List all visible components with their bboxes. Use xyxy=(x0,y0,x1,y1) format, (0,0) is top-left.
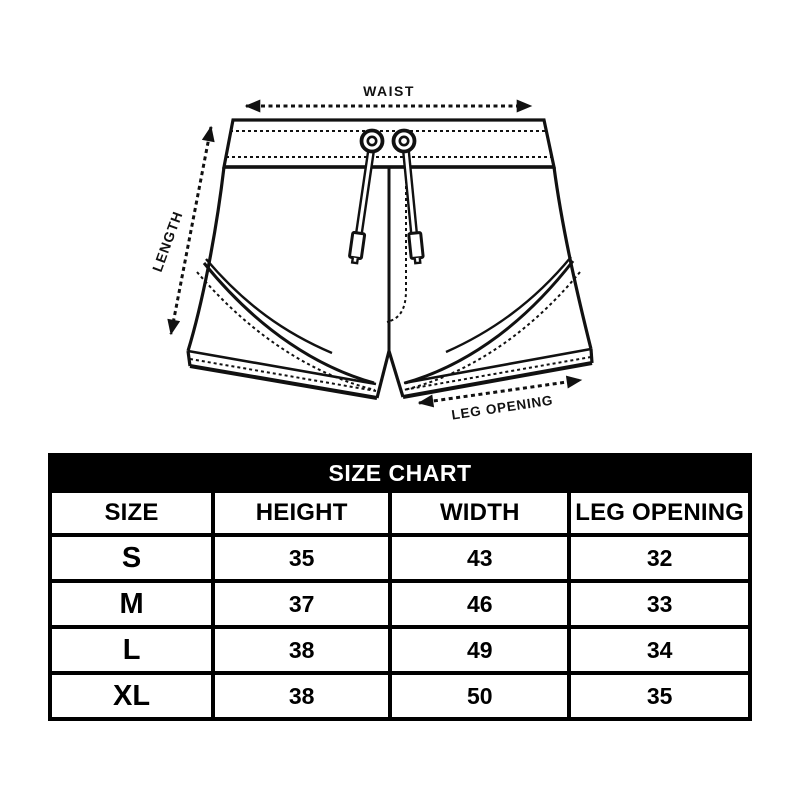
waistband xyxy=(224,120,554,167)
height-value: 35 xyxy=(213,535,390,581)
size-chart-table xyxy=(48,453,752,721)
column-header-height: HEIGHT xyxy=(213,491,390,535)
leg-opening-value: 35 xyxy=(569,673,750,719)
width-value: 50 xyxy=(390,673,569,719)
table-row-xl xyxy=(50,673,750,719)
height-value: 38 xyxy=(213,673,390,719)
width-value: 43 xyxy=(390,535,569,581)
table-row-l xyxy=(50,627,750,673)
width-value: 49 xyxy=(390,627,569,673)
column-header-width: WIDTH xyxy=(390,491,569,535)
size-value: L xyxy=(50,627,213,673)
height-value: 37 xyxy=(213,581,390,627)
leg-opening-value: 33 xyxy=(569,581,750,627)
table-row-m xyxy=(50,581,750,627)
size-chart xyxy=(48,453,752,721)
table-row-s xyxy=(50,535,750,581)
height-value: 38 xyxy=(213,627,390,673)
column-header-row xyxy=(50,491,750,535)
size-chart-title: SIZE CHART xyxy=(50,455,750,491)
leg-opening-value: 32 xyxy=(569,535,750,581)
size-chart-title-row xyxy=(50,455,750,491)
length-label: LENGTH xyxy=(148,208,186,274)
width-value: 46 xyxy=(390,581,569,627)
waist-label: WAIST xyxy=(363,83,415,99)
eyelet-right xyxy=(394,131,415,152)
shorts-body xyxy=(188,167,592,398)
size-value: S xyxy=(50,535,213,581)
column-header-leg-opening: LEG OPENING xyxy=(569,491,750,535)
column-header-size: SIZE xyxy=(50,491,213,535)
size-value: M xyxy=(50,581,213,627)
eyelet-left xyxy=(362,131,383,152)
leg-opening-value: 34 xyxy=(569,627,750,673)
leg-opening-label: LEG OPENING xyxy=(450,392,555,423)
size-value: XL xyxy=(50,673,213,719)
